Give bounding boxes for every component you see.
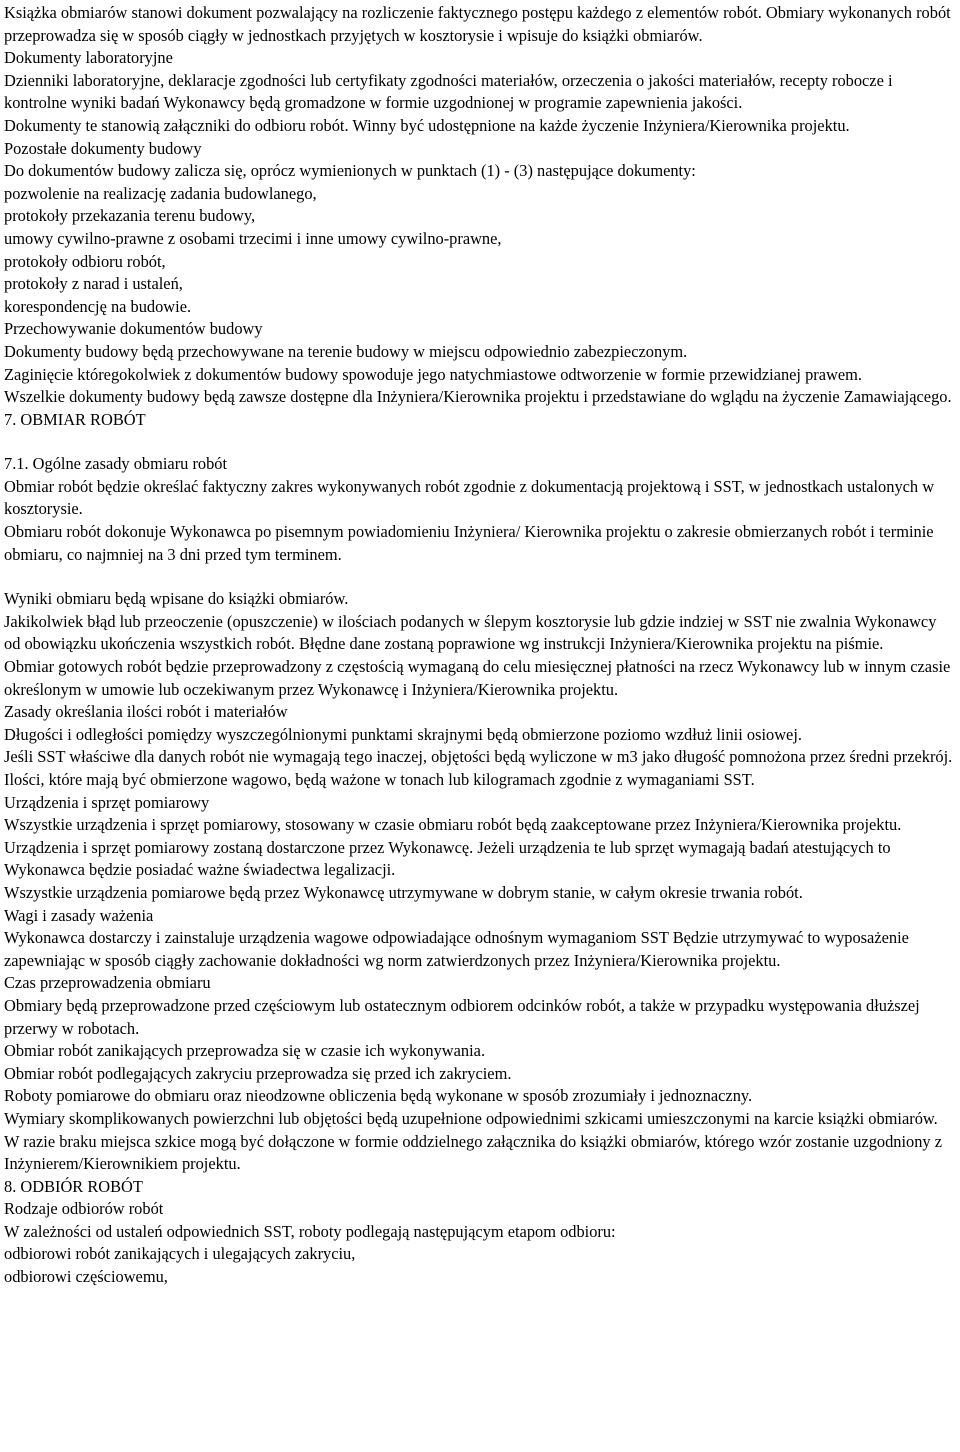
list-item: pozwolenie na realizację zadania budowlanego, bbox=[4, 183, 317, 203]
section-title-7-1: 7.1. Ogólne zasady obmiaru robót bbox=[4, 454, 228, 474]
list-item: odbiorowi robót zanikających i ulegających zakryciu, bbox=[4, 1244, 356, 1264]
heading-lab-docs: Dokumenty laboratoryjne bbox=[4, 48, 173, 68]
blank-line bbox=[4, 431, 956, 453]
paragraph-lab-journals: Dzienniki laboratoryjne, deklaracje zgodności lub certyfikaty zgodności materiałów, orzeczenia o jakości materiałów, recepty robocze i kontrolne wyniki badań Wykonawcy będą gromadzone w formie uzgodnionej w programie zapewnienia jakości. bbox=[4, 70, 893, 113]
paragraph-storage: Dokumenty budowy będą przechowywane na terenie budowy w miejscu odpowiednio zabezpieczonym. bbox=[4, 341, 688, 361]
paragraph-frequency: Obmiar gotowych robót będzie przeprowadzony z częstością wymaganą do celu miesięcznej płatności na rzecz Wykonawcy lub w innym czasie określonym w umowie lub oczekiwanym przez Wykonawcę i Inżyniera/Kierownika projektu. bbox=[4, 657, 951, 699]
paragraph-measurement-scope: Obmiar robót będzie określać faktyczny zakres wykonywanych robót zgodnie z dokumentacją projektową i SST, w jednostkach ustalonych w kosztorysie. bbox=[4, 476, 935, 519]
paragraph-timing: Obmiary będą przeprowadzone przed częściowym lub ostatecznym odbiorem odcinków robót, a także w przypadku występowania dłuższej przerwy w robotach. bbox=[4, 995, 920, 1038]
paragraph-measurement-notice: Obmiaru robót dokonuje Wykonawca po pisemnym powiadomieniu Inżyniera/ Kierownika projektu o zakresie obmierzanych robót i terminie obmiaru, co najmniej na 3 dni przed tym terminem. bbox=[4, 522, 934, 564]
paragraph-covered-works: Obmiar robót podlegających zakryciu przeprowadza się przed ich zakryciem. bbox=[4, 1063, 512, 1083]
list-item: umowy cywilno-prawne z osobami trzecimi i inne umowy cywilno-prawne, bbox=[4, 228, 502, 248]
paragraph-equipment-approval: Wszystkie urządzenia i sprzęt pomiarowy, stosowany w czasie obmiaru robót będą zaakceptowane przez Inżyniera/Kierownika projektu. bbox=[4, 815, 902, 835]
heading-acceptance-types: Rodzaje odbiorów robót bbox=[4, 1199, 164, 1219]
paragraph-scales: Wykonawca dostarczy i zainstaluje urządzenia wagowe odpowiadające odnośnym wymaganiom SST Będzie utrzymywać to wyposażenie zapewniając w sposób ciągły zachowanie dokładności wg norm zatwierdzonych przez Inżyniera/Kierownika projektu. bbox=[4, 928, 909, 970]
section-title-8: 8. ODBIÓR ROBÓT bbox=[4, 1176, 143, 1196]
heading-quantity-rules: Zasady określania ilości robót i materiałów bbox=[4, 702, 288, 722]
heading-storage: Przechowywanie dokumentów budowy bbox=[4, 319, 263, 339]
list-item: protokoły odbioru robót, bbox=[4, 251, 166, 271]
blank-line bbox=[4, 566, 956, 588]
paragraph-results: Wyniki obmiaru będą wpisane do książki obmiarów. bbox=[4, 589, 349, 609]
paragraph-sketches: Wymiary skomplikowanych powierzchni lub objętości będą uzupełnione odpowiednimi szkicami umieszczonymi na karcie książki obmiarów. W razie braku miejsca szkice mogą być dołączone w formie oddzielnego załącznika do książki obmiarów, którego wzór zostanie uzgodniony z Inżynierem/Kierownikiem projektu. bbox=[4, 1108, 943, 1174]
paragraph-vanishing-works: Obmiar robót zanikających przeprowadza się w czasie ich wykonywania. bbox=[4, 1041, 486, 1061]
list-item: korespondencję na budowie. bbox=[4, 296, 192, 316]
paragraph-calculations: Roboty pomiarowe do obmiaru oraz nieodzowne obliczenia będą wykonane w sposób zrozumiały i jednoznaczny. bbox=[4, 1086, 753, 1106]
paragraph-errors: Jakikolwiek błąd lub przeoczenie (opuszczenie) w ilościach podanych w ślepym kosztorysie lub gdzie indziej w SST nie zwalnia Wykonawcy od obowiązku ukończenia wszystkich robót. Błędne dane zostaną poprawione wg instrukcji Inżyniera/Kierownika projektu na piśmie. bbox=[4, 611, 937, 654]
paragraph-volumes: Jeśli SST właściwe dla danych robót nie wymagają tego inaczej, objętości będą wyliczone w m3 jako długość pomnożona przez średni przekrój. bbox=[4, 747, 953, 767]
paragraph-attachments: Dokumenty te stanowią załączniki do odbioru robót. Winny być udostępnione na każde życzenie Inżyniera/Kierownika projektu. bbox=[4, 115, 850, 135]
list-item: protokoły z narad i ustaleń, bbox=[4, 274, 183, 294]
paragraph-weights: Ilości, które mają być obmierzone wagowo, będą ważone w tonach lub kilogramach zgodnie z wymaganiami SST. bbox=[4, 770, 755, 789]
paragraph-availability: Wszelkie dokumenty budowy będą zawsze dostępne dla Inżyniera/Kierownika projektu i przedstawiane do wglądu na życzenie Zamawiającego. bbox=[4, 387, 952, 407]
paragraph-lengths: Długości i odległości pomiędzy wyszczególnionymi punktami skrajnymi będą obmierzone poziomo wzdłuż linii osiowej. bbox=[4, 724, 802, 744]
paragraph-equipment-supply: Urządzenia i sprzęt pomiarowy zostaną dostarczone przez Wykonawcę. Jeżeli urządzenia te lub sprzęt wymagają badań atestujących to Wykonawca będzie posiadać ważne świadectwa legalizacji. bbox=[4, 837, 891, 880]
paragraph-acceptance-stages: W zależności od ustaleń odpowiednich SST, roboty podlegają następującym etapom odbioru: bbox=[4, 1221, 616, 1241]
heading-other-docs: Pozostałe dokumenty budowy bbox=[4, 138, 202, 158]
section-title-7: 7. OBMIAR ROBÓT bbox=[4, 409, 146, 429]
paragraph-equipment-maintenance: Wszystkie urządzenia pomiarowe będą przez Wykonawcę utrzymywane w dobrym stanie, w całym okresie trwania robót. bbox=[4, 882, 803, 902]
heading-timing: Czas przeprowadzenia obmiaru bbox=[4, 973, 211, 993]
paragraph-intro: Książka obmiarów stanowi dokument pozwalający na rozliczenie faktycznego postępu każdego z elementów robót. Obmiary wykonanych robót przeprowadza się w sposób ciągły w jednostkach przyjętych w kosztorysie i wpisuje do książki obmiarów. bbox=[4, 3, 951, 45]
paragraph-loss: Zaginięcie któregokolwiek z dokumentów budowy spowoduje jego natychmiastowe odtworzenie w formie przewidzianej prawem. bbox=[4, 364, 862, 384]
paragraph-other-docs-intro: Do dokumentów budowy zalicza się, oprócz wymienionych w punktach (1) - (3) następujące dokumenty: bbox=[4, 161, 696, 181]
list-item: odbiorowi częściowemu, bbox=[4, 1267, 168, 1287]
list-item: protokoły przekazania terenu budowy, bbox=[4, 206, 256, 226]
heading-equipment: Urządzenia i sprzęt pomiarowy bbox=[4, 792, 210, 812]
heading-scales: Wagi i zasady ważenia bbox=[4, 905, 154, 925]
